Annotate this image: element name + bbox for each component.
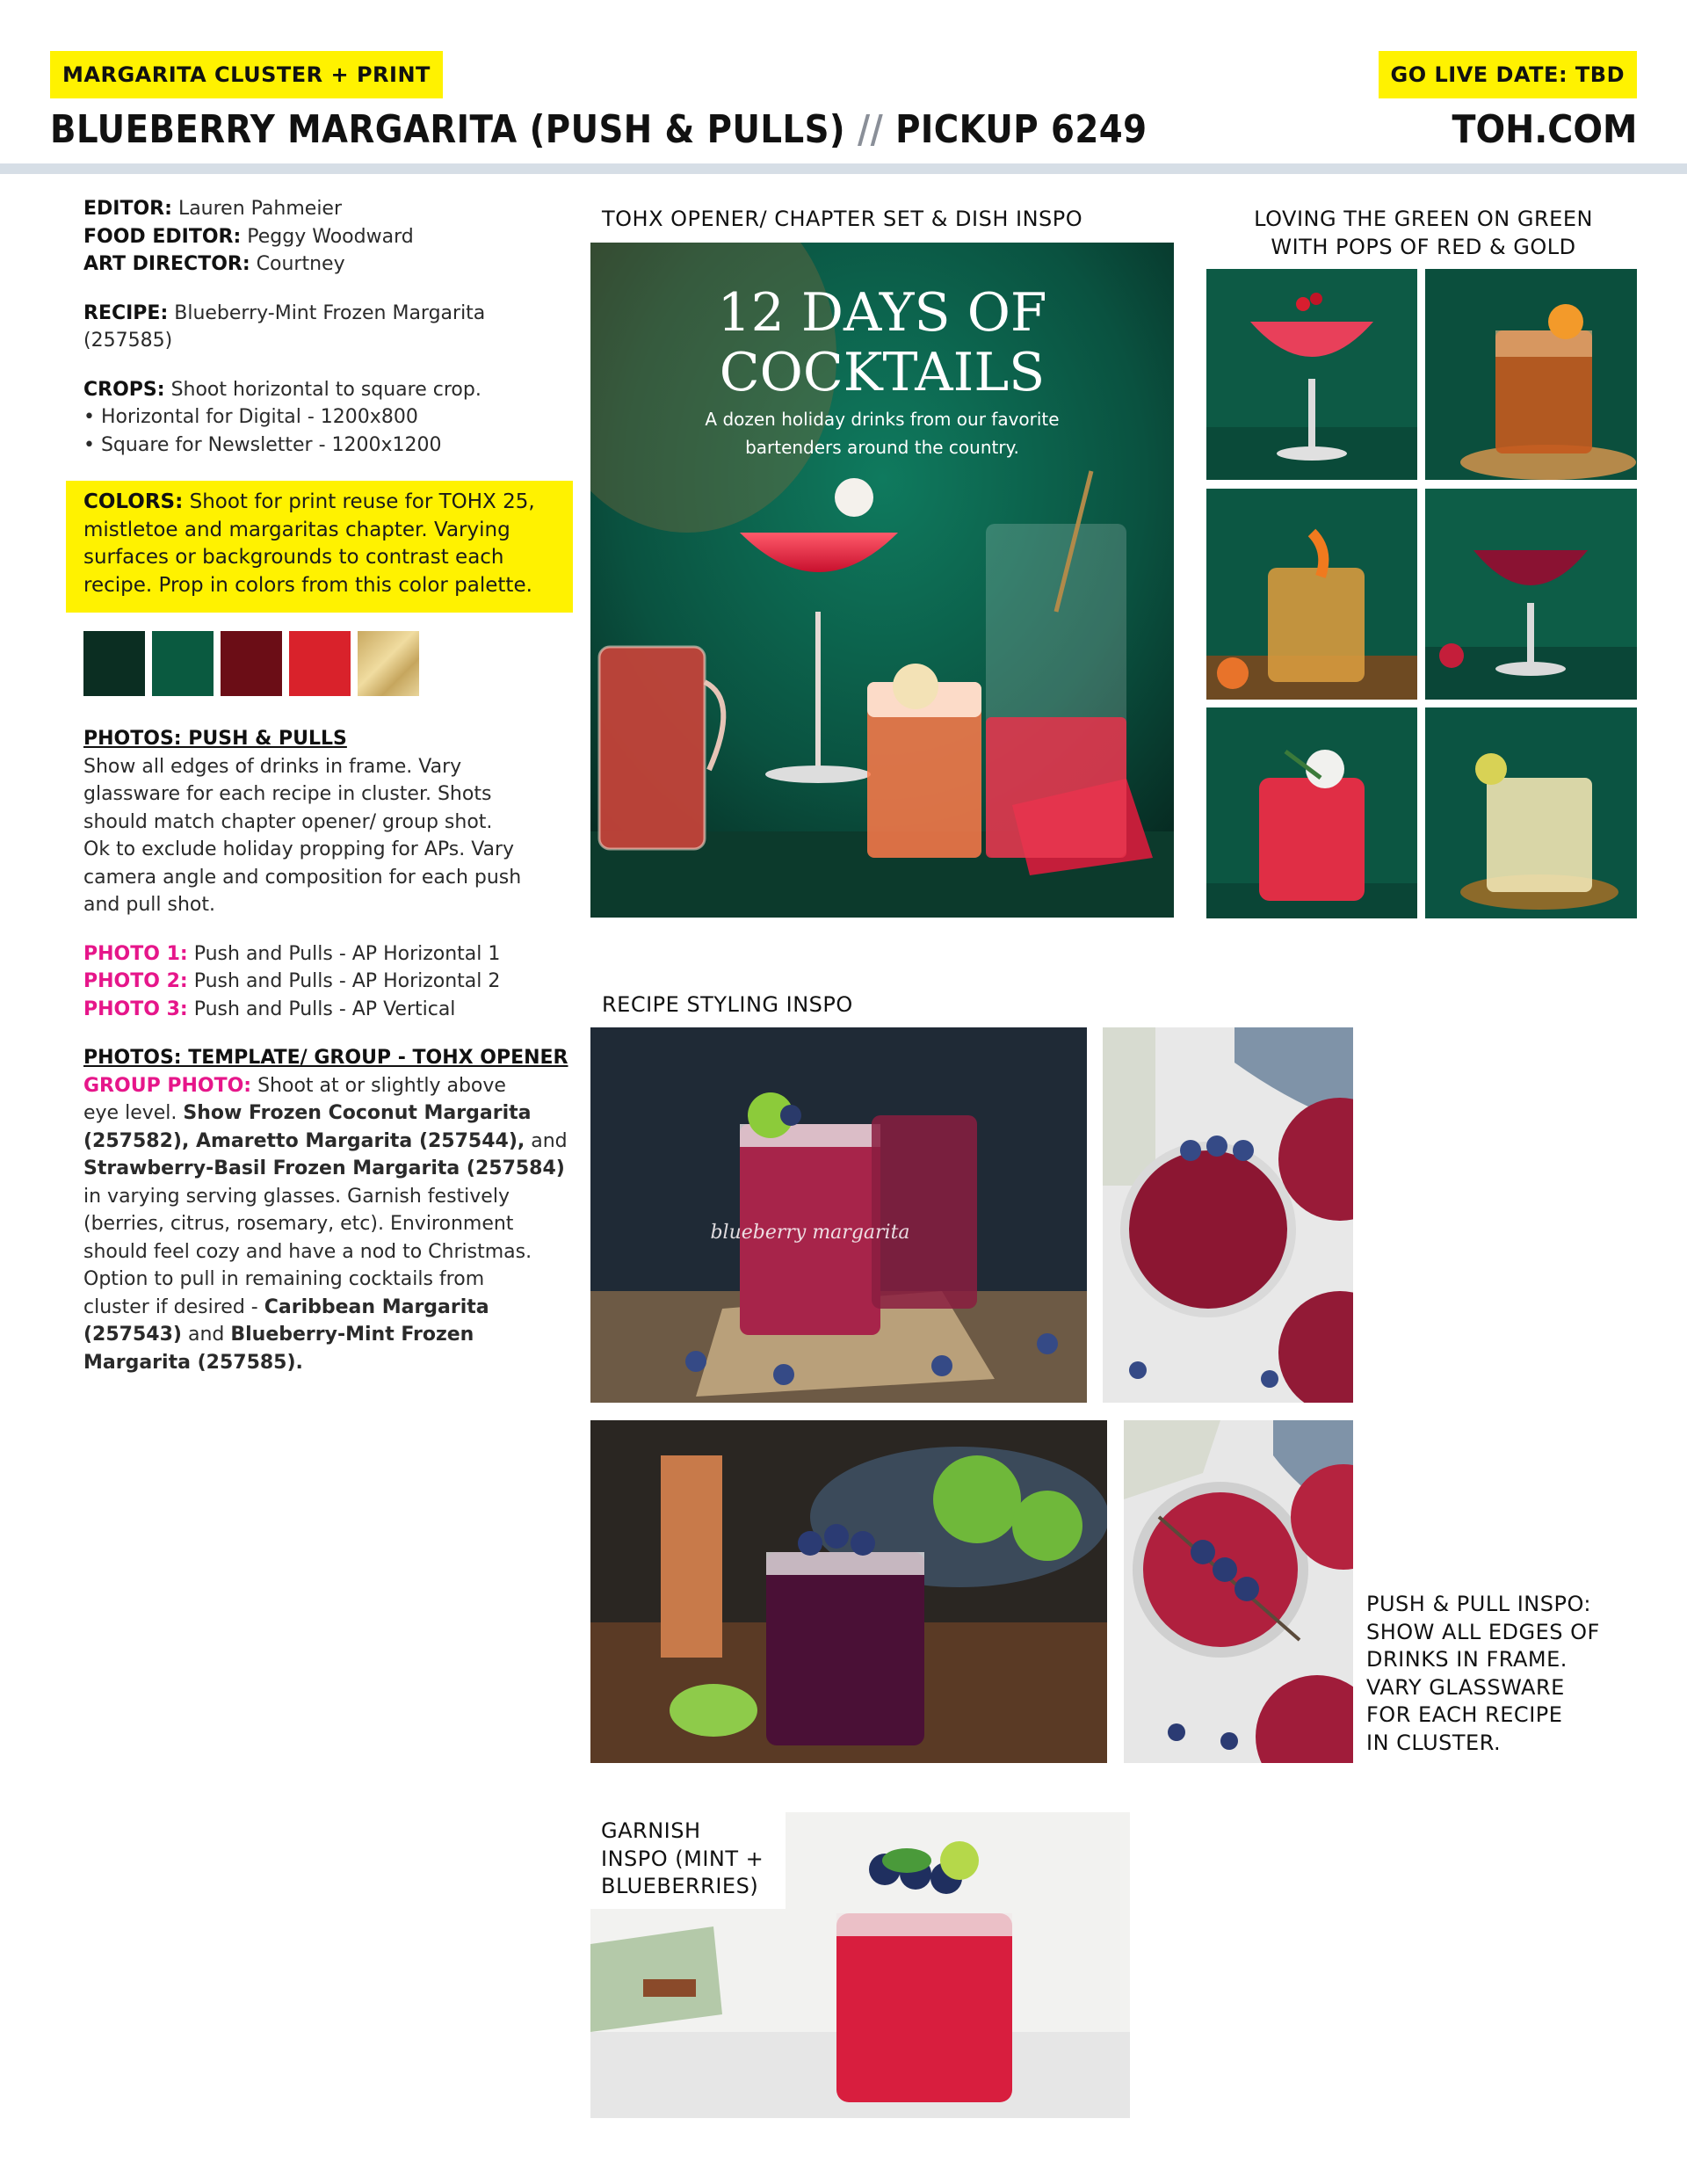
colors-label: COLORS: bbox=[83, 490, 184, 513]
push-pulls-section bbox=[83, 725, 576, 919]
push-pulls-line: and pull shot. bbox=[83, 894, 215, 916]
food-editor-line bbox=[83, 223, 576, 251]
photo-3-text: Push and Pulls - AP Vertical bbox=[193, 998, 456, 1020]
lime-bowl-margarita-photo bbox=[590, 1420, 1107, 1763]
title-pickup: PICKUP 6249 bbox=[895, 107, 1148, 152]
opener-caption: TOHX OPENER/ CHAPTER SET & DISH INSPO bbox=[602, 207, 1083, 231]
blueberry-margarita-photo bbox=[590, 1027, 1087, 1403]
template-text: Shoot at or slightly above bbox=[257, 1074, 506, 1097]
photo-1-label: PHOTO 1: bbox=[83, 942, 188, 965]
green-caption bbox=[1206, 206, 1640, 261]
colors-text-1: Shoot for print reuse for TOHX 25, bbox=[189, 490, 535, 513]
page-title bbox=[50, 107, 1148, 152]
push-caption-line: FOR EACH RECIPE bbox=[1366, 1702, 1563, 1727]
green-caption-line-1: LOVING THE GREEN ON GREEN bbox=[1254, 207, 1593, 231]
swatch-emerald bbox=[152, 631, 214, 696]
orange-twist-photo bbox=[1206, 489, 1417, 700]
crops-text: Shoot horizontal to square crop. bbox=[170, 378, 481, 401]
crops-info bbox=[83, 376, 576, 460]
editor-line bbox=[83, 195, 576, 223]
push-pulls-heading: PHOTOS: PUSH & PULLS bbox=[83, 728, 347, 750]
swatch-gold bbox=[358, 631, 419, 696]
swatch-red bbox=[289, 631, 351, 696]
crops-label: CROPS: bbox=[83, 378, 165, 401]
push-caption-line: DRINKS IN FRAME. bbox=[1366, 1647, 1568, 1672]
opener-headline-1: 12 DAYS OF bbox=[717, 282, 1047, 344]
template-text: cluster if desired - bbox=[83, 1295, 264, 1318]
green-thumb-coupe-dark bbox=[1425, 489, 1637, 700]
push-pulls-line: glassware for each recipe in cluster. Shots bbox=[83, 783, 492, 805]
template-line bbox=[83, 1155, 576, 1183]
styling-caption: RECIPE STYLING INSPO bbox=[602, 992, 853, 1017]
crops-bullet-digital: • Horizontal for Digital - 1200x800 bbox=[83, 406, 418, 428]
green-thumb-rosemary-red bbox=[1206, 707, 1417, 918]
template-bold: Margarita (257585). bbox=[83, 1351, 303, 1374]
overhead-margarita-photo bbox=[1103, 1027, 1353, 1403]
template-line: (berries, citrus, rosemary, etc). Environment bbox=[83, 1213, 514, 1235]
green-thumb-pale-rocks bbox=[1425, 707, 1637, 918]
template-line bbox=[83, 1072, 576, 1100]
template-line bbox=[83, 1128, 576, 1156]
push-caption-line: VARY GLASSWARE bbox=[1366, 1674, 1565, 1700]
recipe-label: RECIPE: bbox=[83, 301, 169, 324]
push-caption-line: SHOW ALL EDGES OF bbox=[1366, 1619, 1600, 1644]
template-heading: PHOTOS: TEMPLATE/ GROUP - TOHX OPENER bbox=[83, 1047, 568, 1069]
push-caption-line: IN CLUSTER. bbox=[1366, 1730, 1502, 1755]
photo-instructions bbox=[83, 725, 576, 1397]
push-pulls-line: Show all edges of drinks in frame. Vary bbox=[83, 755, 462, 778]
colors-line-4: recipe. Prop in colors from this color palette. bbox=[83, 573, 532, 597]
photo-1-text: Push and Pulls - AP Horizontal 1 bbox=[193, 942, 501, 965]
green-caption-line-2: WITH POPS OF RED & GOLD bbox=[1271, 234, 1576, 259]
green-thumb-orange-twist bbox=[1206, 489, 1417, 700]
crops-bullet-newsletter: • Square for Newsletter - 1200x1200 bbox=[83, 433, 442, 456]
opener-sub-2: bartenders around the country. bbox=[745, 437, 1019, 458]
push-pulls-line: should match chapter opener/ group shot. bbox=[83, 810, 493, 833]
swatch-dark-green bbox=[83, 631, 145, 696]
photo-item-3 bbox=[83, 996, 576, 1024]
title-separator: // bbox=[857, 107, 884, 152]
go-live-tag: GO LIVE DATE: TBD bbox=[1379, 51, 1637, 98]
editor-label: EDITOR: bbox=[83, 198, 172, 220]
template-line: should feel cozy and have a nod to Christmas. bbox=[83, 1240, 532, 1263]
photo-list bbox=[83, 940, 576, 1024]
title-main: BLUEBERRY MARGARITA (PUSH & PULLS) bbox=[50, 107, 846, 152]
template-text: eye level. bbox=[83, 1102, 184, 1124]
photo-item-1 bbox=[83, 940, 576, 969]
food-editor-label: FOOD EDITOR: bbox=[83, 225, 242, 248]
crops-line bbox=[83, 376, 576, 404]
recipe-line-1 bbox=[83, 300, 576, 328]
editor-name: Lauren Pahmeier bbox=[177, 198, 343, 220]
green-thumb-coupe-red bbox=[1206, 269, 1417, 480]
recipe-name: Blueberry-Mint Frozen Margarita bbox=[174, 301, 486, 324]
styling-watermark: blueberry margarita bbox=[710, 1222, 910, 1244]
colors-note bbox=[83, 489, 558, 599]
food-editor-name: Peggy Woodward bbox=[247, 225, 414, 248]
template-section bbox=[83, 1044, 576, 1376]
photo-2-label: PHOTO 2: bbox=[83, 970, 188, 992]
skewer-margarita-photo bbox=[1124, 1420, 1353, 1763]
photo-2-text: Push and Pulls - AP Horizontal 2 bbox=[193, 970, 501, 992]
credits bbox=[83, 195, 576, 279]
swatch-burgundy bbox=[221, 631, 282, 696]
styling-image-4 bbox=[1124, 1420, 1353, 1763]
photo-item-2 bbox=[83, 968, 576, 996]
brief-details bbox=[83, 195, 576, 480]
coupe-dark-photo bbox=[1425, 489, 1637, 700]
styling-image-1 bbox=[590, 1027, 1087, 1403]
opener-image bbox=[590, 243, 1174, 918]
garnish-caption-line: INSPO (MINT + bbox=[601, 1846, 764, 1871]
green-thumb-old-fashioned bbox=[1425, 269, 1637, 480]
rosemary-red-photo bbox=[1206, 707, 1417, 918]
push-caption-line: PUSH & PULL INSPO: bbox=[1366, 1592, 1591, 1616]
opener-photo bbox=[590, 243, 1174, 918]
garnish-caption-line: BLUEBERRIES) bbox=[601, 1874, 759, 1898]
colors-line-1 bbox=[83, 489, 558, 517]
photo-3-label: PHOTO 3: bbox=[83, 998, 188, 1020]
site-name: TOH.COM bbox=[1452, 107, 1637, 152]
garnish-caption-line: GARNISH bbox=[601, 1818, 701, 1843]
push-pull-caption bbox=[1366, 1591, 1600, 1757]
push-pulls-line: Ok to exclude holiday propping for APs. Vary bbox=[83, 838, 515, 860]
coupe-red-photo bbox=[1206, 269, 1417, 480]
colors-line-2: mistletoe and margaritas chapter. Varying bbox=[83, 518, 510, 541]
template-line bbox=[83, 1294, 576, 1322]
template-text: and bbox=[181, 1324, 231, 1346]
template-bold: Caribbean Margarita bbox=[264, 1295, 489, 1318]
art-director-name: Courtney bbox=[256, 253, 345, 275]
recipe-info bbox=[83, 300, 576, 355]
template-bold: Strawberry-Basil Frozen Margarita (257584) bbox=[83, 1157, 565, 1179]
garnish-caption bbox=[590, 1812, 786, 1909]
template-text: and bbox=[525, 1129, 568, 1152]
template-bold: (257543) bbox=[83, 1324, 182, 1346]
pale-rocks-photo bbox=[1425, 707, 1637, 918]
header-rule bbox=[0, 163, 1687, 174]
color-palette bbox=[83, 631, 419, 696]
styling-image-3 bbox=[590, 1420, 1107, 1763]
group-photo-label: GROUP PHOTO: bbox=[83, 1074, 252, 1097]
template-bold: (257582), Amaretto Margarita (257544), bbox=[83, 1129, 525, 1152]
recipe-id: (257585) bbox=[83, 330, 173, 352]
colors-line-3: surfaces or backgrounds to contrast each bbox=[83, 546, 504, 569]
template-line bbox=[83, 1321, 576, 1349]
push-pulls-line: camera angle and composition for each push bbox=[83, 866, 522, 889]
styling-image-2 bbox=[1103, 1027, 1353, 1403]
template-line bbox=[83, 1349, 576, 1377]
template-line bbox=[83, 1099, 576, 1128]
opener-sub-1: A dozen holiday drinks from our favorite bbox=[705, 409, 1060, 430]
art-director-label: ART DIRECTOR: bbox=[83, 253, 250, 275]
opener-headline-2: COCKTAILS bbox=[719, 342, 1046, 403]
template-bold: Blueberry-Mint Frozen bbox=[230, 1324, 474, 1346]
template-bold: Show Frozen Coconut Margarita bbox=[183, 1102, 532, 1124]
old-fashioned-photo bbox=[1425, 269, 1637, 480]
art-director-line bbox=[83, 250, 576, 279]
template-line: in varying serving glasses. Garnish festively bbox=[83, 1185, 510, 1208]
cluster-tag: MARGARITA CLUSTER + PRINT bbox=[50, 51, 443, 98]
template-line: Option to pull in remaining cocktails from bbox=[83, 1268, 485, 1290]
